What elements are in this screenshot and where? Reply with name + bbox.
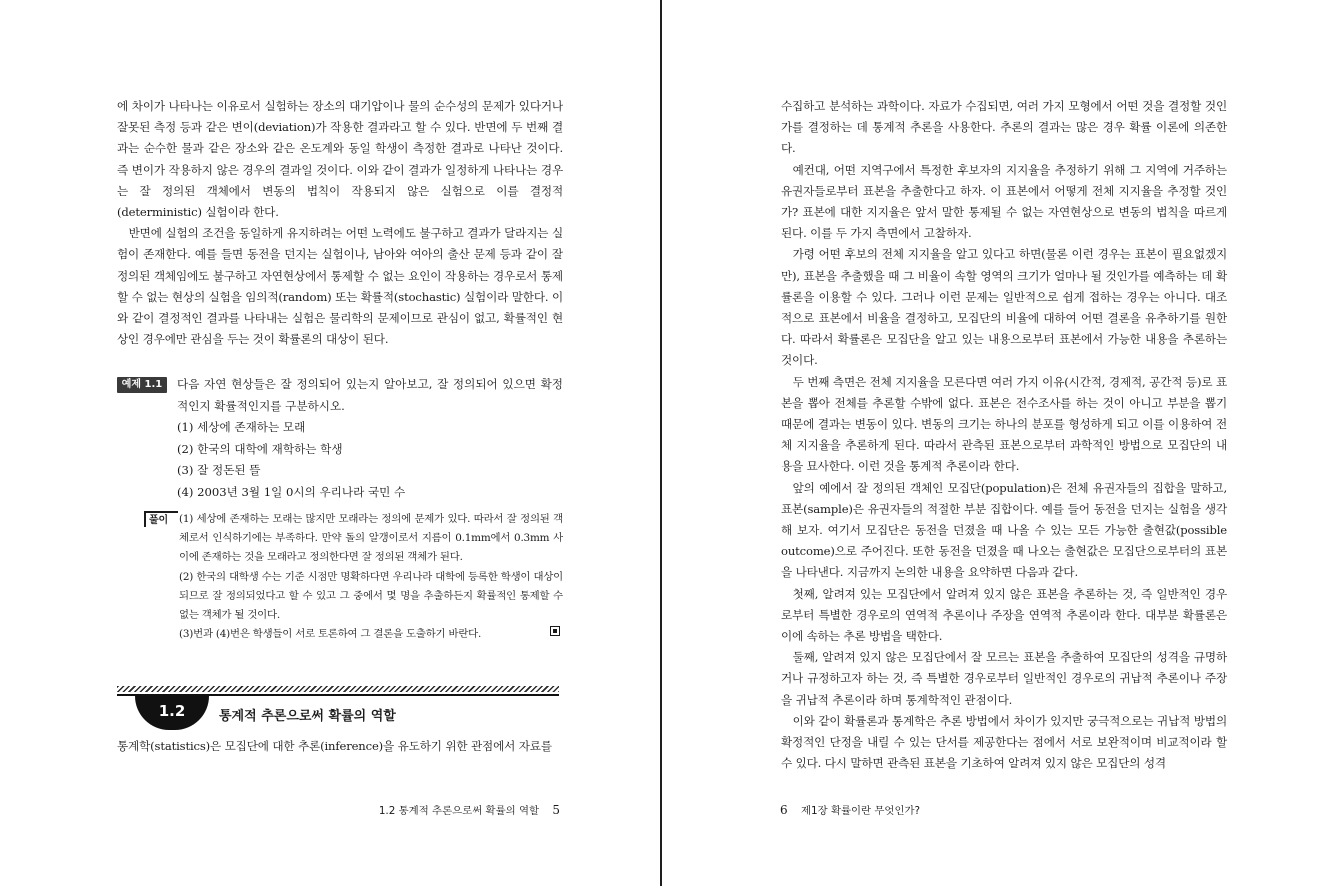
- paragraph: 가령 어떤 후보의 전체 지지율을 알고 있다고 하면(물론 이런 경우는 표본이 필요없겠지만), 표본을 추출했을 때 그 비율이 속할 영역의 크기가 얼마나 될 것인가를 예측하는 데 확률론을 이용할 수 있다. 그러나 이런 문제는 일반적으로 쉽게 접하는 경우는 아니다. 대조적으로 표본에서 비율을 결정하고, 모집단의 비율에 대하여 어떤 결론을 유추하기를 원한다. 따라서 확률론은 모집단을 알고 있는 내용으로부터 표본에서 가능한 내용을 추론하는 것이다.: [781, 247, 1227, 368]
- solution-item: (2) 한국의 대학생 수는 기준 시점만 명확하다면 우리나라 대학에 등록한 학생이 대상이 되므로 잘 정의되었다고 할 수 있고 그 중에서 몇 명을 추출하든지 확률적인 통제할 수 없는 객체가 될 것이다.: [179, 570, 563, 622]
- right-page: [662, 0, 1322, 886]
- right-page-footer: [780, 802, 920, 817]
- left-body-text: [117, 96, 563, 350]
- example-box: [117, 374, 563, 504]
- example-item: (3) 잘 정돈된 뜰: [177, 463, 261, 478]
- solution-box: [117, 510, 563, 644]
- example-item: (2) 한국의 대학에 재학하는 학생: [177, 441, 343, 456]
- section-heading: [117, 686, 559, 732]
- paragraph: 앞의 예에서 잘 정의된 객체인 모집단(population)은 전체 유권자들의 집합을 말하고, 표본(sample)은 유권자들의 적절한 부분 집합이다. 예를 들어 동전을 던지는 실험을 생각해 보자. 여기서 모집단은 동전을 던졌을 때 나올 수 있는 모든 가능한 출현값(possible outcome)으로 주어진다. 또한 동전을 던졌을 때 나오는 출현값은 모집단으로부터의 표본을 나타낸다. 지금까지 논의한 내용을 요약하면 다음과 같다.: [781, 480, 1227, 580]
- section-number: 1.2: [158, 702, 186, 720]
- left-page-footer: [379, 802, 560, 817]
- example-badge: 예제 1.1: [117, 377, 167, 393]
- paragraph: 에 차이가 나타나는 이유로서 실험하는 장소의 대기압이나 물의 순수성의 문제가 있다거나 잘못된 측정 등과 같은 변이(deviation)가 작용한 결과라고 할 수 있다. 반면에 두 번째 결과는 순수한 물과 같은 장소와 같은 온도계와 동일 학생이 측정한 결과로 나타난 것이다. 즉 변이가 작용하지 않은 경우의 결과일 것이다. 이와 같이 결과가 일정하게 나타나는 경우는 잘 정의된 객체에서 변동의 법칙이 작용되지 않은 실험으로 이를 결정적(deterministic) 실험이라 한다.: [117, 99, 563, 220]
- right-body-text: [781, 96, 1227, 775]
- paragraph: 반면에 실험의 조건을 동일하게 유지하려는 어떤 노력에도 불구하고 결과가 달라지는 실험이 존재한다. 예를 들면 동전을 던지는 실험이나, 남아와 여아의 출산 문제 등과 같이 잘 정의된 객체임에도 불구하고 자연현상에서 통제할 수 없는 요인이 작용하는 경우로서 통제할 수 없는 현상의 실험을 임의적(random) 또는 확률적(stochastic) 실험이라 말한다. 이와 같이 결정적인 결과를 나타내는 실험은 물리학의 문제이므로 관심이 없고, 확률적인 현상인 경우에만 관심을 두는 것이 확률론의 대상이 된다.: [117, 226, 563, 347]
- paragraph: 둘째, 알려져 있지 않은 모집단에서 잘 모르는 표본을 추출하여 모집단의 성격을 규명하거나 규정하고자 하는 것, 즉 특별한 경우로부터 일반적인 경우로의 귀납적 추론이나 주장을 귀납적 추론이라 하며 통계학적인 관점이다.: [781, 650, 1227, 707]
- section-intro-text: [117, 736, 563, 757]
- section-title: 통계적 추론으로써 확률의 역할: [219, 709, 396, 724]
- paragraph: 예컨대, 어떤 지역구에서 특정한 후보자의 지지율을 추정하기 위해 그 지역에 거주하는 유권자들로부터 표본을 추출한다고 하자. 이 표본에서 어떻게 전체 지지율을 추정할 것인가? 표본에 대한 지지율은 앞서 말한 통제될 수 없는 자연현상으로 변동의 법칙을 따르게 된다. 이를 두 가지 측면에서 고찰하자.: [781, 162, 1227, 241]
- solution-item: (1) 세상에 존재하는 모래는 많지만 모래라는 정의에 문제가 있다. 따라서 잘 정의된 객체로서 인식하기에는 부족하다. 만약 돌의 알갱이로서 지름이 0.1mm에서 0.3mm 사이에 존재하는 것을 모래라고 정의한다면 잘 정의된 객체가 된다.: [179, 513, 563, 564]
- example-item: (4) 2003년 3월 1일 0시의 우리나라 국민 수: [177, 484, 406, 499]
- paragraph: 이와 같이 확률론과 통계학은 추론 방법에서 차이가 있지만 궁극적으로는 귀납적 방법의 확정적인 단정을 내릴 수 있는 단서를 제공한다는 점에서 서로 보완적이며 비교적이라 할 수 있다. 다시 말하면 관측된 표본을 기초하여 알려져 있지 않은 모집단의 성격: [781, 713, 1227, 771]
- solution-closing-row: [179, 625, 563, 644]
- paragraph: 두 번째 측면은 전체 지지율을 모른다면 여러 가지 이유(시간적, 경제적, 공간적 등)로 표본을 뽑아 전체를 추론할 수밖에 없다. 표본은 전수조사를 하는 것이 아니고 부분을 뽑기 때문에 결과는 변동이 있다. 변동의 크기는 하나의 분포를 형성하게 되고 이를 이용하여 전체 지지율을 추론하게 된다. 따라서 관측된 표본으로부터 과학적인 방법으로 모집단의 내용을 묘사한다. 이런 것을 통계적 추론이라 한다.: [781, 374, 1227, 474]
- example-item: (1) 세상에 존재하는 모래: [177, 420, 306, 435]
- solution-badge: 풀이: [144, 511, 178, 527]
- running-title: 1.2 통계적 추론으로써 확률의 역할: [378, 805, 540, 817]
- solution-list: [179, 510, 563, 644]
- solution-closing: (3)번과 (4)번은 학생들이 서로 토론하여 그 결론을 도출하기 바란다.: [179, 628, 482, 641]
- example-prompt: 다음 자연 현상들은 잘 정의되어 있는지 알아보고, 잘 정의되어 있으면 확정적인지 확률적인지를 구분하시오.: [177, 377, 563, 413]
- paragraph: 수집하고 분석하는 과학이다. 자료가 수집되면, 여러 가지 모형에서 어떤 것을 결정할 것인가를 결정하는 데 통계적 추론을 사용한다. 추론의 결과는 많은 경우 확률 이론에 의존한다.: [781, 99, 1227, 156]
- example-list: [177, 417, 563, 503]
- paragraph: 통계학(statistics)은 모집단에 대한 추론(inference)을 유도하기 위한 관점에서 자료를: [117, 739, 552, 753]
- page-number: 6: [780, 803, 788, 817]
- end-of-solution-icon: [550, 626, 560, 636]
- running-title: 제1장 확률이란 무엇인가?: [800, 805, 921, 817]
- paragraph: 첫째, 알려져 있는 모집단에서 알려져 있지 않은 표본을 추론하는 것, 즉 일반적인 경우로부터 특별한 경우로의 연역적 추론이나 주장을 연역적 추론이라 한다. 대부분 확률론은 이에 속하는 추론 방법을 택한다.: [781, 586, 1227, 644]
- left-page: [0, 0, 660, 886]
- page-number: 5: [552, 803, 560, 817]
- hatched-rule: [117, 686, 559, 692]
